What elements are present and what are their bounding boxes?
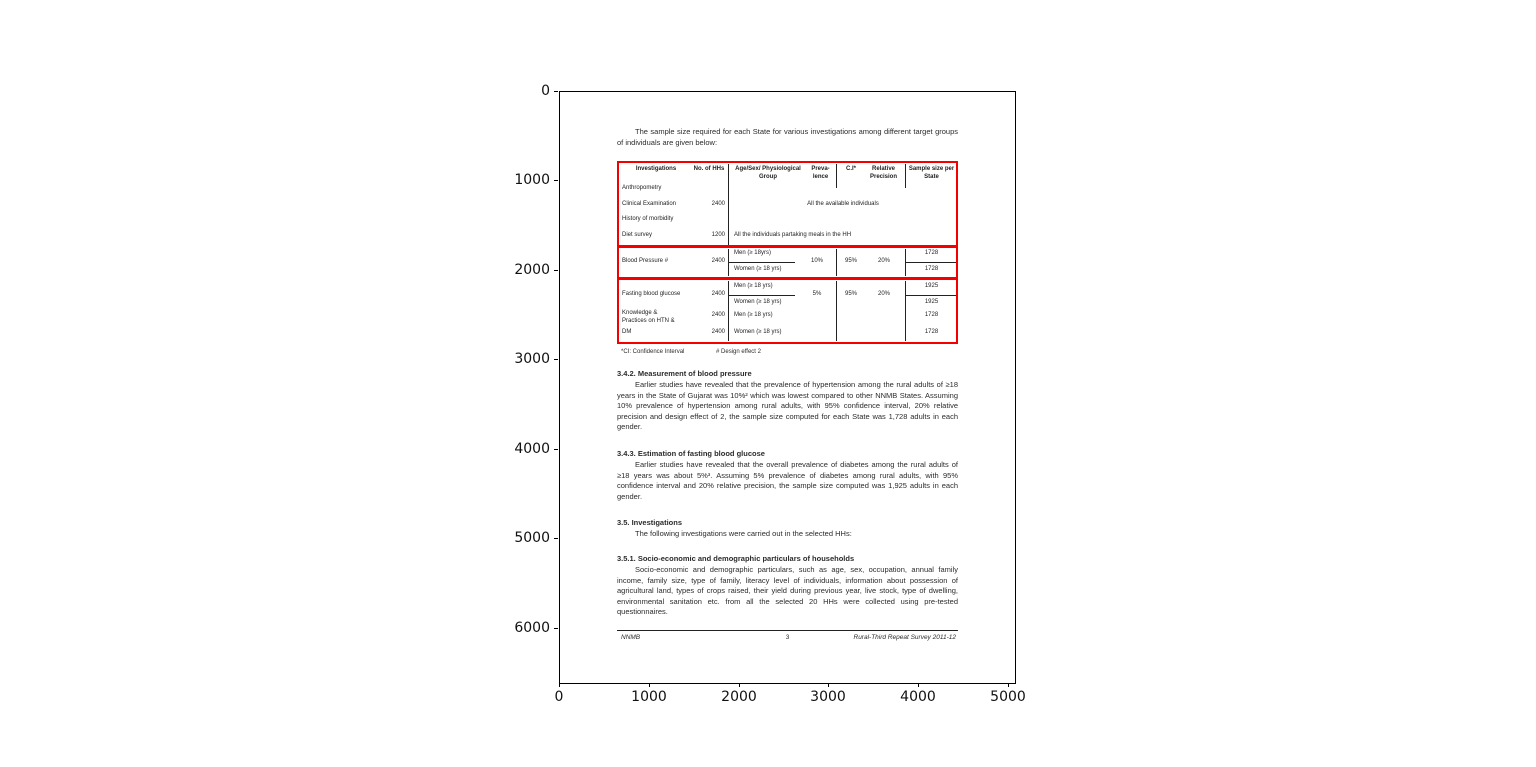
intro-paragraph: The sample size required for each State for various investigations among different target groups of individuals are given below: [617, 127, 958, 147]
plot-area-document-page [559, 91, 1016, 684]
y-tick-mark [554, 449, 558, 450]
cell-group-men: Men (≥ 18yrs) [734, 250, 771, 256]
cell-hhs: 2400 [711, 312, 725, 318]
col-header-age-sex-group: Age/Sex/ Physiological Group [735, 166, 801, 180]
cell-group-women: Women (≥ 18 yrs) [734, 299, 782, 305]
cell-investigation: Knowledge & [622, 310, 658, 316]
col-header-relative-precision: Relative Precision [869, 166, 897, 180]
y-tick-mark [554, 91, 558, 92]
sample-size-table [617, 161, 958, 344]
cell-investigation: Practices on HTN & [622, 318, 675, 324]
cell-note-all-individuals: All the available individuals [807, 201, 879, 207]
cell-ci: 95% [844, 258, 857, 264]
x-tick-label: 0 [554, 689, 564, 705]
section-body-342: Earlier studies have revealed that the prevalence of hypertension among the rural adults of ≥18 years in the State of Gujarat was 10%² which was lowest compared to other NNMB States. Assuming 10% prevalence of hypertension among rural adults, with 95% confidence interval, 20% relative precision and design effect of 2, the sample size computed for each State was 1,728 adults in each gender. [617, 380, 958, 432]
section-heading-343: 3.4.3. Estimation of fasting blood glucose [617, 449, 765, 458]
footer-left: NNMB [621, 634, 641, 641]
cell-sample-size: 1925 [924, 299, 939, 305]
y-tick-mark [554, 538, 558, 539]
cell-investigation: Clinical Examination [622, 201, 677, 207]
footnote-ci: *CI: Confidence Interval [621, 349, 685, 355]
x-tick-label: 1000 [631, 689, 667, 705]
cell-investigation: Anthropometry [622, 185, 662, 191]
col-header-investigations: Investigations [635, 166, 677, 172]
table-detection-box-2 [617, 246, 958, 279]
table-detection-box-3 [617, 278, 958, 344]
cell-sample-size: 1925 [924, 283, 939, 289]
cell-investigation: History of morbidity [622, 216, 674, 222]
cell-group-men: Men (≥ 18 yrs) [734, 312, 773, 318]
cell-group-men: Men (≥ 18 yrs) [734, 283, 773, 289]
cell-investigation: Fasting blood glucose [622, 291, 681, 297]
cell-investigation: Blood Pressure # [622, 258, 669, 264]
cell-ci: 95% [844, 291, 857, 297]
section-heading-35: 3.5. Investigations [617, 518, 683, 527]
cell-prevalence: 10% [810, 258, 823, 264]
cell-hhs: 2400 [711, 201, 725, 207]
cell-sample-size: 1728 [924, 329, 939, 335]
y-tick-label: 1000 [514, 172, 550, 188]
x-tick-label: 2000 [721, 689, 757, 705]
page-footer [617, 634, 958, 644]
x-tick-label: 5000 [990, 689, 1026, 705]
cell-hhs: 1200 [711, 232, 725, 238]
cell-precision: 20% [877, 258, 890, 264]
y-tick-label: 3000 [514, 351, 550, 367]
cell-group-women: Women (≥ 18 yrs) [734, 329, 782, 335]
cell-note-partaking: All the individuals partaking meals in the HH [734, 232, 852, 238]
y-tick-label: 6000 [514, 620, 550, 636]
y-tick-mark [554, 628, 558, 629]
col-header-no-of-hhs: No. of HHs [693, 166, 725, 172]
cell-hhs: 2400 [711, 258, 725, 264]
cell-precision: 20% [877, 291, 890, 297]
y-tick-label: 5000 [514, 530, 550, 546]
section-body-343: Earlier studies have revealed that the overall prevalence of diabetes among the rural adults of ≥18 years was about 5%³. Assuming 5% prevalence of diabetes among rural adults, with 95% confidence interval and 20% relative precision, the sample size computed was 1,925 adults in each gender. [617, 460, 958, 501]
cell-hhs: 2400 [711, 291, 725, 297]
cell-investigation: DM [622, 329, 632, 335]
cell-sample-size: 1728 [924, 266, 939, 272]
cell-investigation: Diet survey [622, 232, 653, 238]
y-tick-mark [554, 359, 558, 360]
footer-right: Rural-Third Repeat Survey 2011-12 [853, 634, 956, 641]
col-header-sample-size: Sample size per State [908, 166, 955, 180]
table-detection-box-1 [617, 161, 958, 247]
cell-group-women: Women (≥ 18 yrs) [734, 266, 782, 272]
section-heading-351: 3.5.1. Socio-economic and demographic particulars of households [617, 554, 855, 563]
y-tick-label: 4000 [514, 441, 550, 457]
footer-page-number: 3 [785, 634, 790, 641]
footnote-design-effect: # Design effect 2 [716, 349, 761, 355]
col-header-prevalence: Preva- lence [811, 166, 830, 180]
cell-hhs: 2400 [711, 329, 725, 335]
section-body-35: The following investigations were carried out in the selected HHs: [635, 529, 852, 538]
section-heading-342: 3.4.2. Measurement of blood pressure [617, 369, 752, 378]
cell-sample-size: 1728 [924, 312, 939, 318]
section-body-351: Socio-economic and demographic particulars, such as age, sex, occupation, annual family income, family size, type of family, literacy level of individuals, information about possession of agricultural land, types of crops raised, their yield during previous year, live stock, type of dwelling, environmental sanitation etc. from all the selected 20 HHs were collected using pre-tested questionnaires. [617, 565, 958, 617]
footer-rule [617, 630, 958, 631]
y-tick-mark [554, 270, 558, 271]
x-tick-label: 3000 [810, 689, 846, 705]
cell-sample-size: 1728 [924, 250, 939, 256]
cell-prevalence: 5% [812, 291, 822, 297]
y-tick-label: 2000 [514, 262, 550, 278]
y-tick-label: 0 [541, 83, 550, 99]
table-footnote [621, 349, 761, 355]
col-header-ci: C.I* [845, 166, 856, 172]
x-tick-label: 4000 [900, 689, 936, 705]
y-tick-mark [554, 180, 558, 181]
